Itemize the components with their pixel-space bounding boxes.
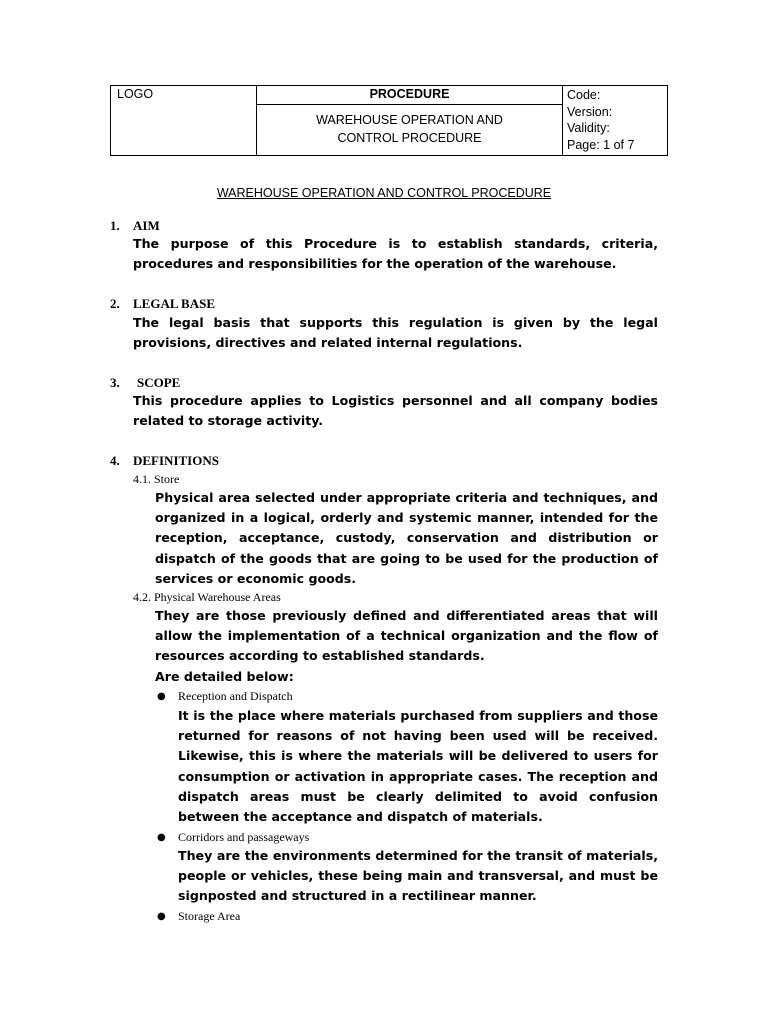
subsection-text-store: Physical area selected under appropriate criteria and techniques, and organized in a logical, orderly and systemic manner, intended for the reception, acceptance, custody, conservation and distribution or dispatch of the goods that are going to be used for the production of services or economic goods. — [155, 490, 658, 586]
section-number-legal: 2. — [110, 296, 120, 311]
bullet-storage: ● — [157, 911, 166, 922]
section-heading-scope: SCOPE — [137, 375, 181, 390]
section-heading-legal: LEGAL BASE — [133, 296, 216, 311]
procedure-name: WAREHOUSE OPERATION AND CONTROL PROCEDURE — [316, 113, 503, 145]
document-header-table — [110, 85, 668, 156]
section-heading-aim: AIM — [133, 218, 160, 233]
section-text-scope: This procedure applies to Logistics personnel and all company bodies related to storage activity. — [133, 393, 658, 429]
item-text-reception: It is the place where materials purchased from suppliers and those returned for reasons of not having been used will be received. Likewise, this is where the materials will be delivered to users for consumption or activation in appropriate cases. The reception and dispatch areas must be clearly delimited to avoid confusion between the acceptance and dispatch of materials. — [178, 708, 658, 825]
item-heading-storage: Storage Area — [178, 909, 241, 923]
section-number-aim: 1. — [110, 218, 120, 233]
subsection-heading-areas: 4.2. Physical Warehouse Areas — [133, 590, 281, 604]
section-text-aim: The purpose of this Procedure is to establish standards, criteria, procedures and responsibilities for the operation of the warehouse. — [133, 236, 658, 272]
logo-placeholder: LOGO — [117, 87, 154, 101]
document-title: WAREHOUSE OPERATION AND CONTROL PROCEDURE — [216, 186, 552, 200]
item-heading-corridors: Corridors and passageways — [178, 830, 310, 844]
detailed-below-label: Are detailed below: — [155, 669, 294, 684]
section-heading-definitions: DEFINITIONS — [133, 453, 219, 468]
code-label: Code: — [567, 88, 601, 102]
version-label: Version: — [567, 104, 613, 119]
bullet-corridors: ● — [157, 832, 166, 843]
logo-cell — [111, 86, 257, 156]
section-text-legal: The legal basis that supports this regulation is given by the legal provisions, directives and related internal regulations. — [133, 315, 658, 351]
section-number-scope: 3. — [110, 375, 120, 390]
control-info-cell — [563, 86, 668, 156]
subsection-text-areas: They are those previously defined and differentiated areas that will allow the implementation of a technical organization and the flow of resources according to established standards. — [155, 608, 658, 664]
bullet-reception: ● — [157, 691, 166, 702]
section-number-definitions: 4. — [110, 453, 120, 468]
item-text-corridors: They are the environments determined for the transit of materials, people or vehicles, these being main and transversal, and must be signposted and structured in a rectilinear manner. — [178, 848, 658, 904]
procedure-type: PROCEDURE — [257, 86, 562, 105]
validity-label: Validity: — [567, 121, 610, 135]
subsection-heading-store: 4.1. Store — [133, 472, 180, 486]
procedure-cell — [257, 86, 563, 156]
item-heading-reception: Reception and Dispatch — [178, 689, 293, 703]
page-number: Page: 1 of 7 — [567, 137, 635, 152]
